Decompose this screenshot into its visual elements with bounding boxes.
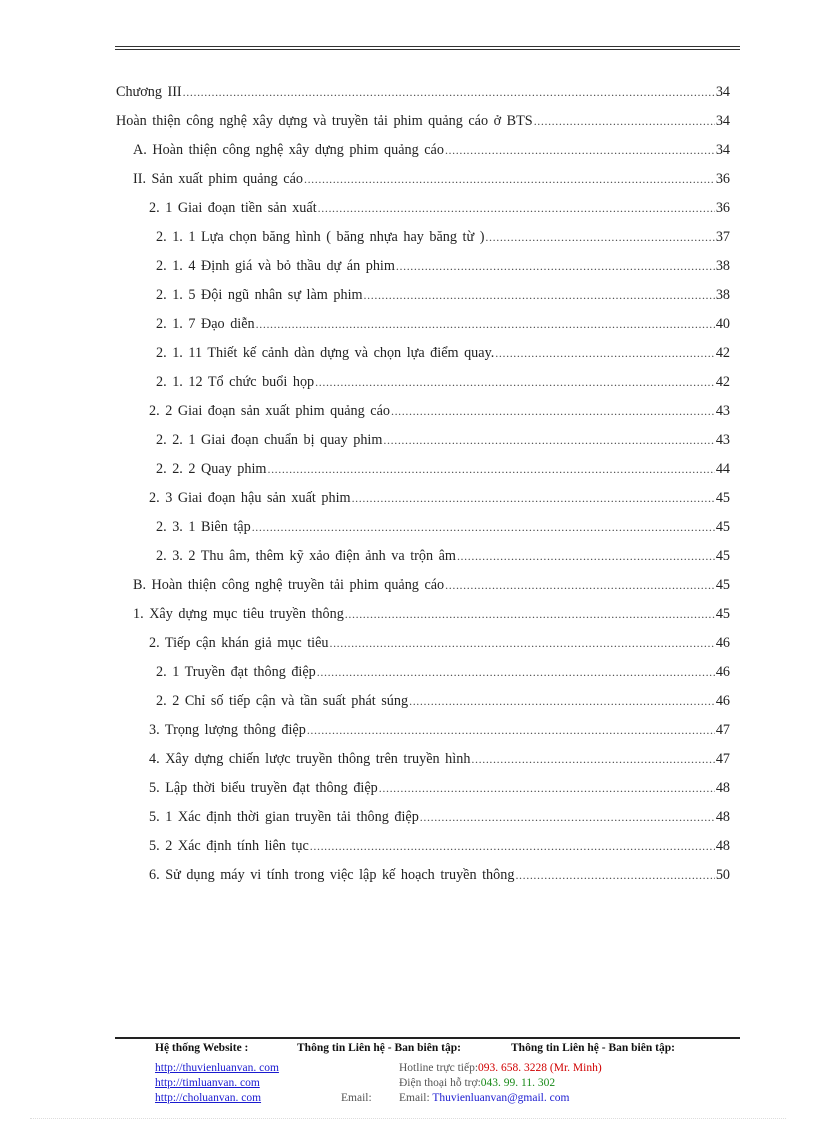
toc-entry-title: 2. 2. 2 Quay phim [156, 461, 267, 477]
toc-leader-dots [310, 839, 715, 854]
toc-entry-page: 46 [715, 664, 730, 680]
toc-entry[interactable] [149, 722, 730, 744]
toc-entry-title: 2. 3. 2 Thu âm, thêm kỹ xảo điện ảnh va trộn âm [156, 548, 456, 564]
toc-entry-title: B. Hoàn thiện công nghệ truyền tải phim quảng cáo [133, 577, 445, 593]
toc-leader-dots [457, 549, 715, 564]
support-phone-label: Điện thoại hỗ trợ: [399, 1077, 481, 1089]
toc-entry[interactable] [133, 142, 730, 164]
toc-entry-page: 42 [715, 345, 730, 361]
toc-entry[interactable] [149, 751, 730, 773]
toc-entry[interactable] [156, 461, 730, 483]
toc-entry-title: 2. 1. 7 Đạo diễn [156, 316, 255, 332]
toc-entry[interactable] [156, 374, 730, 396]
toc-entry-title: 2. 1. 12 Tổ chức buổi họp [156, 374, 315, 390]
footer-hotline [399, 1062, 602, 1074]
toc-entry-page: 48 [715, 838, 730, 854]
toc-entry-title: 2. 1. 5 Đội ngũ nhân sự làm phim [156, 287, 363, 303]
toc-entry-page: 40 [715, 316, 730, 332]
toc-leader-dots [396, 259, 715, 274]
footer-rule [115, 1037, 740, 1039]
toc-entry-title: 6. Sử dụng máy vi tính trong việc lập kế hoạch truyền thông [149, 867, 515, 883]
footer-support-phone [399, 1077, 555, 1089]
toc-entry-page: 43 [715, 403, 730, 419]
toc-entry[interactable] [149, 200, 730, 222]
toc-entry-title: 5. 1 Xác định thời gian truyền tải thông điệp [149, 809, 419, 825]
toc-entry-title: Chương III [116, 84, 182, 100]
toc-entry-page: 45 [715, 577, 730, 593]
toc-leader-dots [515, 868, 714, 883]
toc-entry-page: 34 [715, 84, 730, 100]
toc-leader-dots [307, 723, 715, 738]
toc-entry-title: 3. Trọng lượng thông điệp [149, 722, 306, 738]
toc-leader-dots [383, 433, 714, 448]
toc-leader-dots [534, 114, 715, 129]
toc-entry[interactable] [116, 113, 730, 135]
toc-entry-page: 45 [715, 606, 730, 622]
toc-entry-page: 34 [715, 113, 730, 129]
hotline-value: 093. 658. 3228 (Mr. Minh) [478, 1062, 602, 1074]
toc-leader-dots [445, 143, 715, 158]
footer-link-choluanvan[interactable]: http://choluanvan. com [155, 1092, 262, 1104]
toc-entry-page: 47 [715, 722, 730, 738]
footer-link-timluanvan[interactable]: http://timluanvan. com [155, 1077, 260, 1089]
toc-entry[interactable] [149, 867, 730, 889]
toc-leader-dots [315, 375, 715, 390]
toc-entry-title: A. Hoàn thiện công nghệ xây dựng phim quảng cáo [133, 142, 444, 158]
toc-entry-page: 47 [715, 751, 730, 767]
toc-entry-page: 38 [715, 258, 730, 274]
toc-entry[interactable] [149, 780, 730, 802]
footer-link-thuvienluanvan[interactable]: http://thuvienluanvan. com [155, 1062, 279, 1074]
toc-entry-page: 50 [715, 867, 730, 883]
hotline-label: Hotline trực tiếp: [399, 1062, 479, 1074]
toc-entry[interactable] [133, 171, 730, 193]
toc-entry[interactable] [156, 664, 730, 686]
toc-entry-page: 38 [715, 287, 730, 303]
toc-leader-dots [304, 172, 715, 187]
toc-leader-dots [379, 781, 715, 796]
toc-entry[interactable] [156, 229, 730, 251]
footer-email-label-left: Email: [341, 1092, 372, 1104]
email-label: Email: [399, 1092, 430, 1104]
toc-entry-title: 5. 2 Xác định tính liên tục [149, 838, 309, 854]
toc-entry[interactable] [156, 693, 730, 715]
footer-heading-contact: Thông tin Liên hệ - Ban biên tập: [297, 1042, 461, 1054]
toc-entry-page: 36 [715, 200, 730, 216]
toc-entry-page: 46 [715, 693, 730, 709]
toc-leader-dots [352, 491, 715, 506]
toc-entry-title: 2. 1. 1 Lựa chọn băng hình ( băng nhựa hay băng từ ) [156, 229, 485, 245]
toc-entry[interactable] [149, 635, 730, 657]
toc-entry-page: 34 [715, 142, 730, 158]
toc-entry-page: 48 [715, 809, 730, 825]
toc-entry-title: 2. 3 Giai đoạn hậu sản xuất phim [149, 490, 351, 506]
toc-leader-dots [485, 230, 714, 245]
toc-entry-page: 45 [715, 548, 730, 564]
toc-entry[interactable] [149, 838, 730, 860]
email-value[interactable]: Thuvienluanvan@gmail. com [432, 1092, 570, 1104]
toc-entry-title: 2. 3. 1 Biên tập [156, 519, 251, 535]
toc-entry-title: 2. 1 Truyền đạt thông điệp [156, 664, 316, 680]
toc-entry[interactable] [133, 606, 730, 628]
toc-leader-dots [318, 201, 715, 216]
footer-heading-contact-2: Thông tin Liên hệ - Ban biên tập: [511, 1042, 675, 1054]
toc-entry[interactable] [149, 403, 730, 425]
toc-entry[interactable] [156, 548, 730, 570]
header-rule [115, 46, 740, 50]
toc-entry-title: 2. 1 Giai đoạn tiền sản xuất [149, 200, 317, 216]
toc-entry[interactable] [156, 287, 730, 309]
toc-entry[interactable] [156, 432, 730, 454]
toc-entry[interactable] [133, 577, 730, 599]
toc-leader-dots [445, 578, 715, 593]
toc-entry[interactable] [156, 519, 730, 541]
toc-entry-page: 45 [715, 519, 730, 535]
toc-leader-dots [391, 404, 715, 419]
support-phone-value: 043. 99. 11. 302 [480, 1077, 556, 1089]
toc-leader-dots [183, 85, 715, 100]
toc-leader-dots [317, 665, 715, 680]
toc-entry[interactable] [156, 345, 730, 367]
footer-heading-websites: Hệ thống Website : [155, 1042, 249, 1054]
toc-entry-page: 42 [715, 374, 730, 390]
toc-entry-title: 2. 1. 11 Thiết kế cảnh dàn dựng và chọn lựa điểm quay. [156, 345, 495, 361]
footer-email [399, 1092, 569, 1104]
toc-entry-title: 1. Xây dựng mục tiêu truyền thông [133, 606, 344, 622]
toc-entry[interactable] [156, 258, 730, 280]
toc-entry-title: 5. Lập thời biểu truyền đạt thông điệp [149, 780, 378, 796]
toc-leader-dots [252, 520, 715, 535]
toc-entry-page: 46 [715, 635, 730, 651]
toc-leader-dots [409, 694, 715, 709]
toc-entry-title: 2. 2 Giai đoạn sản xuất phim quảng cáo [149, 403, 390, 419]
toc-entry[interactable] [149, 809, 730, 831]
toc-leader-dots [420, 810, 715, 825]
toc-entry[interactable] [156, 316, 730, 338]
toc-entry-title: 2. Tiếp cận khán giả mục tiêu [149, 635, 329, 651]
toc-leader-dots [364, 288, 715, 303]
toc-entry-page: 48 [715, 780, 730, 796]
toc-entry[interactable] [116, 84, 730, 106]
toc-entry[interactable] [149, 490, 730, 512]
toc-leader-dots [329, 636, 714, 651]
toc-entry-page: 37 [715, 229, 730, 245]
toc-entry-title: 2. 1. 4 Định giá và bỏ thầu dự án phim [156, 258, 395, 274]
toc-entry-page: 36 [715, 171, 730, 187]
toc-entry-title: 4. Xây dựng chiến lược truyền thông trên truyền hình [149, 751, 471, 767]
toc-leader-dots [256, 317, 715, 332]
toc-entry-title: 2. 2 Chỉ số tiếp cận và tần suất phát súng [156, 693, 409, 709]
toc-leader-dots [345, 607, 715, 622]
toc-entry-page: 45 [715, 490, 730, 506]
page-bottom-divider [30, 1118, 786, 1119]
toc-leader-dots [267, 462, 714, 477]
toc-entry-title: II. Sản xuất phim quảng cáo [133, 171, 303, 187]
toc-entry-title: Hoàn thiện công nghệ xây dựng và truyền tải phim quảng cáo ở BTS [116, 113, 533, 129]
toc-entry-title: 2. 2. 1 Giai đoạn chuẩn bị quay phim [156, 432, 383, 448]
toc-entry-page: 44 [715, 461, 730, 477]
toc-entry-page: 43 [715, 432, 730, 448]
toc-leader-dots [495, 346, 715, 361]
toc-leader-dots [471, 752, 714, 767]
